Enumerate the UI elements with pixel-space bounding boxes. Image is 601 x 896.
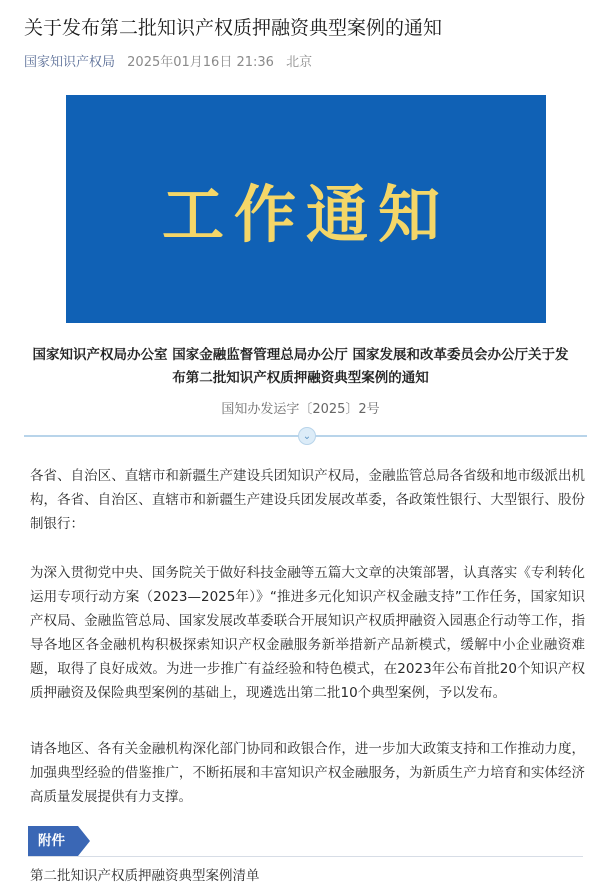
document-header: 国家知识产权局办公室 国家金融监督管理总局办公厅 国家发展和改革委员会办公厅关于发布第二批知识产权质押融资典型案例的通知	[32, 347, 569, 386]
attachment-item[interactable]: 第二批知识产权质押融资典型案例清单	[30, 868, 260, 884]
attachment-divider	[28, 856, 583, 857]
source-account-link[interactable]: 国家知识产权局	[24, 55, 116, 70]
paragraph-requirements: 请各地区、各有关金融机构深化部门协同和政银合作，进一步加大政策支持和工作推动力度，加强典型经验的借鉴推广，不断拓展和丰富知识产权金融服务，为新质生产力培育和实体经济高质量发展提供有力支撑。	[30, 741, 585, 805]
article-title: 关于发布第二批知识产权质押融资典型案例的通知	[24, 17, 443, 39]
document-number: 国知办发运字〔2025〕2号	[221, 402, 380, 417]
publish-location: 北京	[286, 55, 313, 70]
article-meta	[24, 51, 312, 70]
attachment-tag: 附件	[28, 826, 78, 856]
publish-date: 2025年01月16日 21:36	[127, 55, 274, 70]
chevron-down-icon: ⌄	[298, 427, 316, 445]
notice-banner-image	[66, 95, 546, 323]
paragraph-background: 为深入贯彻党中央、国务院关于做好科技金融等五篇大文章的决策部署，认真落实《专利转化运用专项行动方案（2023—2025年）》“推进多元化知识产权金融支持”工作任务，国家知识产权局、金融监管总局、国家发展改革委联合开展知识产权质押融资入园惠企行动等工作，指导各地区各金融机构积极探索知识产权金融服务新举措新产品新模式，缓解中小企业融资难题，取得了良好成效。为进一步推广有益经验和特色模式，在2023年公布首批20个知识产权质押融资及保险典型案例的基础上，现遴选出第二批10个典型案例，予以发布。	[30, 565, 585, 701]
paragraph-addressees: 各省、自治区、直辖市和新疆生产建设兵团知识产权局，金融监管总局各省级和地市级派出机构，各省、自治区、直辖市和新疆生产建设兵团发展改革委，各政策性银行、大型银行、股份制银行：	[30, 468, 585, 532]
banner-text: 工作通知	[161, 177, 450, 251]
